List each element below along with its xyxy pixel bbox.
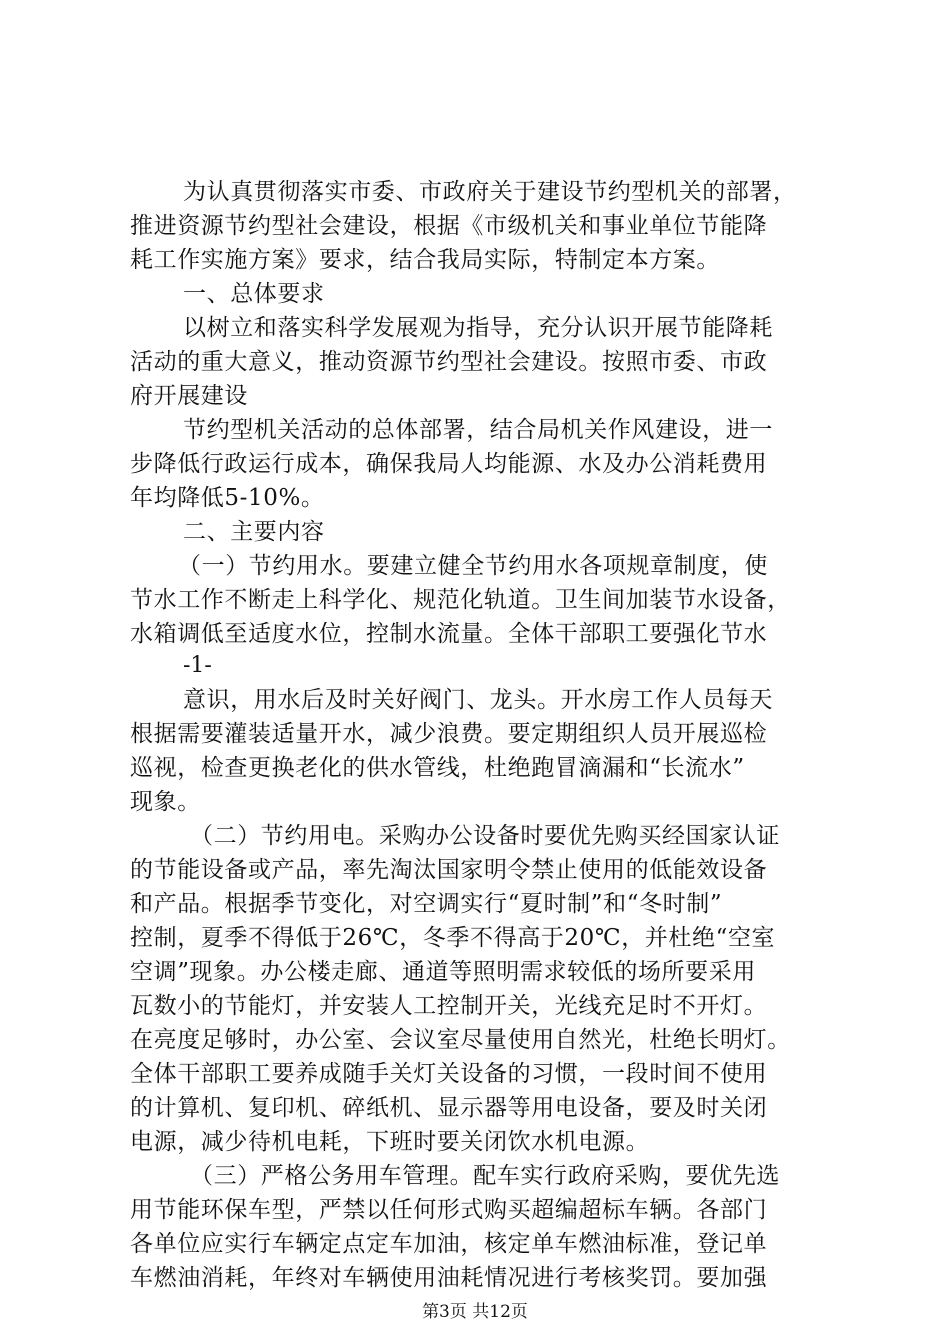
text-line: 府开展建设: [130, 383, 248, 409]
section-heading: 二、主要内容: [183, 519, 325, 545]
text-line: 空调”现象。办公楼走廊、通道等照明需求较低的场所要采用: [130, 959, 756, 985]
text-line: 的计算机、复印机、碎纸机、显示器等用电设备，要及时关闭: [130, 1095, 768, 1121]
text-line: 全体干部职工要养成随手关灯关设备的习惯，一段时间不使用: [130, 1061, 768, 1087]
text-line: 车燃油消耗，年终对车辆使用油耗情况进行考核奖罚。要加强: [130, 1265, 768, 1291]
text-line: 年均降低5-10%。: [130, 485, 325, 511]
text-line: （一）节约用水。要建立健全节约用水各项规章制度，使: [178, 553, 768, 579]
text-line: 用节能环保车型，严禁以任何形式购买超编超标车辆。各部门: [130, 1197, 768, 1223]
text-line: 电源，减少待机电耗，下班时要关闭饮水机电源。: [130, 1129, 650, 1155]
text-line: 根据需要灌装适量开水，减少浪费。要定期组织人员开展巡检: [130, 721, 768, 747]
text-line: 以树立和落实科学发展观为指导，充分认识开展节能降耗: [183, 315, 773, 341]
text-line: 和产品。根据季节变化，对空调实行“夏时制”和“冬时制”: [130, 891, 723, 917]
inline-page-number: -1-: [183, 653, 212, 678]
text-line: 的节能设备或产品，率先淘汰国家明令禁止使用的低能效设备: [130, 857, 768, 883]
section-heading: 一、总体要求: [183, 281, 325, 307]
text-line: 推进资源节约型社会建设，根据《市级机关和事业单位节能降: [130, 213, 768, 239]
text-line: 意识，用水后及时关好阀门、龙头。开水房工作人员每天: [183, 687, 773, 713]
text-line: 节约型机关活动的总体部署，结合局机关作风建设，进一: [183, 417, 773, 443]
text-line: 耗工作实施方案》要求，结合我局实际，特制定本方案。: [130, 247, 720, 273]
text-line: 现象。: [130, 789, 201, 815]
text-line: 活动的重大意义，推动资源节约型社会建设。按照市委、市政: [130, 349, 768, 375]
text-line: 控制，夏季不得低于26℃，冬季不得高于20℃，并杜绝“空室: [130, 925, 776, 951]
page-footer: 第3页 共12页: [422, 1302, 528, 1322]
text-line: 节水工作不断走上科学化、规范化轨道。卫生间加装节水设备，: [130, 587, 791, 613]
text-line: 水箱调低至适度水位，控制水流量。全体干部职工要强化节水: [130, 621, 768, 647]
text-line: 瓦数小的节能灯，并安装人工控制开关，光线充足时不开灯。: [130, 993, 768, 1019]
text-line: （三）严格公务用车管理。配车实行政府采购，要优先选: [190, 1163, 780, 1189]
text-line: （二）节约用电。采购办公设备时要优先购买经国家认证: [190, 823, 780, 849]
text-line: 各单位应实行车辆定点定车加油，核定单车燃油标准，登记单: [130, 1231, 768, 1257]
text-line: 步降低行政运行成本，确保我局人均能源、水及办公消耗费用: [130, 451, 768, 477]
text-line: 在亮度足够时，办公室、会议室尽量使用自然光，杜绝长明灯。: [130, 1027, 791, 1053]
text-line: 巡视，检查更换老化的供水管线，杜绝跑冒滴漏和“长流水”: [130, 755, 745, 781]
text-line: 为认真贯彻落实市委、市政府关于建设节约型机关的部署，: [183, 179, 797, 205]
